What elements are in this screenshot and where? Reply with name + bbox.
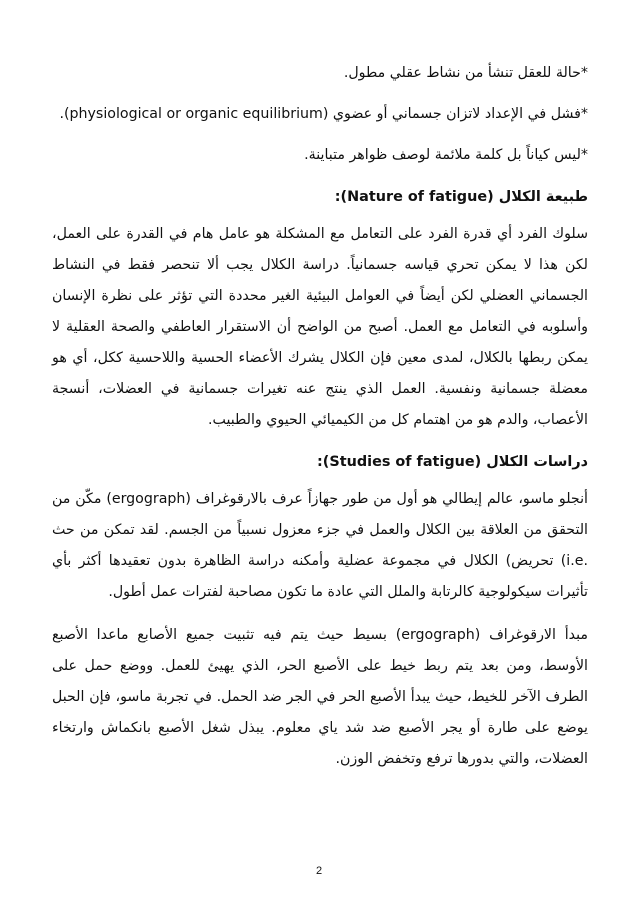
nature-body: سلوك الفرد أي قدرة الفرد على التعامل مع المشكلة هو عامل هام في القدرة على العمل، لكن هذا لا يمكن تحري قياسه جسمانياً. دراسة الكلال يجب ألا تنحصر فقط في النشاط الجسماني العضلي لكن أيضاً في العوامل البيئية الغير محددة التي تؤثر على نظرة الإنسان وأسلوبه في التعامل مع العمل. أصبح من الواضح أن الاستقرار العاطفي والصحة العقلية لا يمكن ربطها بالكلال، لمدى معين فإن الكلال يشرك الأعضاء الحسية واللاحسية ككل، أي هو معضلة جسمانية ونفسية. العمل الذي ينتج عنه تغيرات جسمانية في العضلات، أنسجة الأعصاب، والدم هو من اهتمام كل من الكيميائي الحيوي والطبيب. [52, 226, 588, 428]
nature-heading-colon: : [334, 189, 341, 205]
studies-p1-term-ie: (i.e. [560, 553, 588, 569]
studies-p2-term-ergograph: (ergograph) [395, 627, 481, 643]
studies-p1-term-ergograph: (ergograph) [106, 491, 191, 507]
studies-paragraph-1 [52, 484, 588, 608]
definition-3: *ليس كياناً بل كلمة ملائمة لوصف ظواهر متباينة. [304, 147, 588, 163]
studies-heading [52, 448, 588, 476]
studies-paragraph-2 [52, 620, 588, 775]
nature-heading-en: (Nature of fatigue) [340, 189, 494, 205]
definition-2 [52, 99, 588, 130]
studies-p1-part-a: أنجلو ماسو، عالم إيطالي هو أول من طور جهازاً عرف بالارقوغراف [195, 491, 588, 507]
studies-p1-part-b: مكّن من التحقق من العلاقة بين الكلال والعمل في جزء معزول نسبياً من الجسم. لقد تمكن من حث [52, 491, 588, 538]
studies-p2-part-a: مبدأ الارقوغراف [489, 627, 588, 643]
studies-p1-part-c: تحريض) الكلال في مجموعة عضلية وأمكنه دراسة الظاهرة بدون تعقيدها أكثر بأي تأثيرات سيكولوجية كالرتابة والملل التي عادة ما تكون مصاحبة لفترات عمل أطول. [52, 553, 588, 600]
page-number: 2 [315, 865, 323, 877]
studies-p2-part-b: بسيط حيث يتم فيه تثبيت جميع الأصابع ماعدا الأصبع الأوسط، ومن بعد يتم ربط خيط على الأصبع الحر، الذي يهيئ للعمل. ووضع حمل على الطرف الآخر للخيط، حيث يبدأ الأصبع الحر في الجر ضد الحمل. في تجربة ماسو، فإن الحبل يوضع على طارة أو يجر الأصبع ضد شد ياي معلوم. يبذل شغل الأصبع بانكماش وارتخاء العضلات، والتي بدورها ترفع وتخفض الوزن. [52, 627, 588, 767]
definition-2-term: (physiological or organic equilibrium) [64, 106, 329, 122]
document-page [52, 58, 588, 787]
studies-heading-en: (Studies of fatigue) [322, 454, 482, 470]
definition-1: *حالة للعقل تنشأ من نشاط عقلي مطول. [343, 65, 588, 81]
definition-2-text: *فشل في الإعداد لاتزان جسماني أو عضوي [332, 106, 588, 122]
nature-heading [52, 183, 588, 211]
nature-heading-ar: طبيعة الكلال [498, 189, 588, 205]
studies-heading-colon: : [317, 454, 323, 470]
definition-2-end: . [59, 106, 64, 122]
studies-heading-ar: دراسات الكلال [486, 454, 588, 470]
